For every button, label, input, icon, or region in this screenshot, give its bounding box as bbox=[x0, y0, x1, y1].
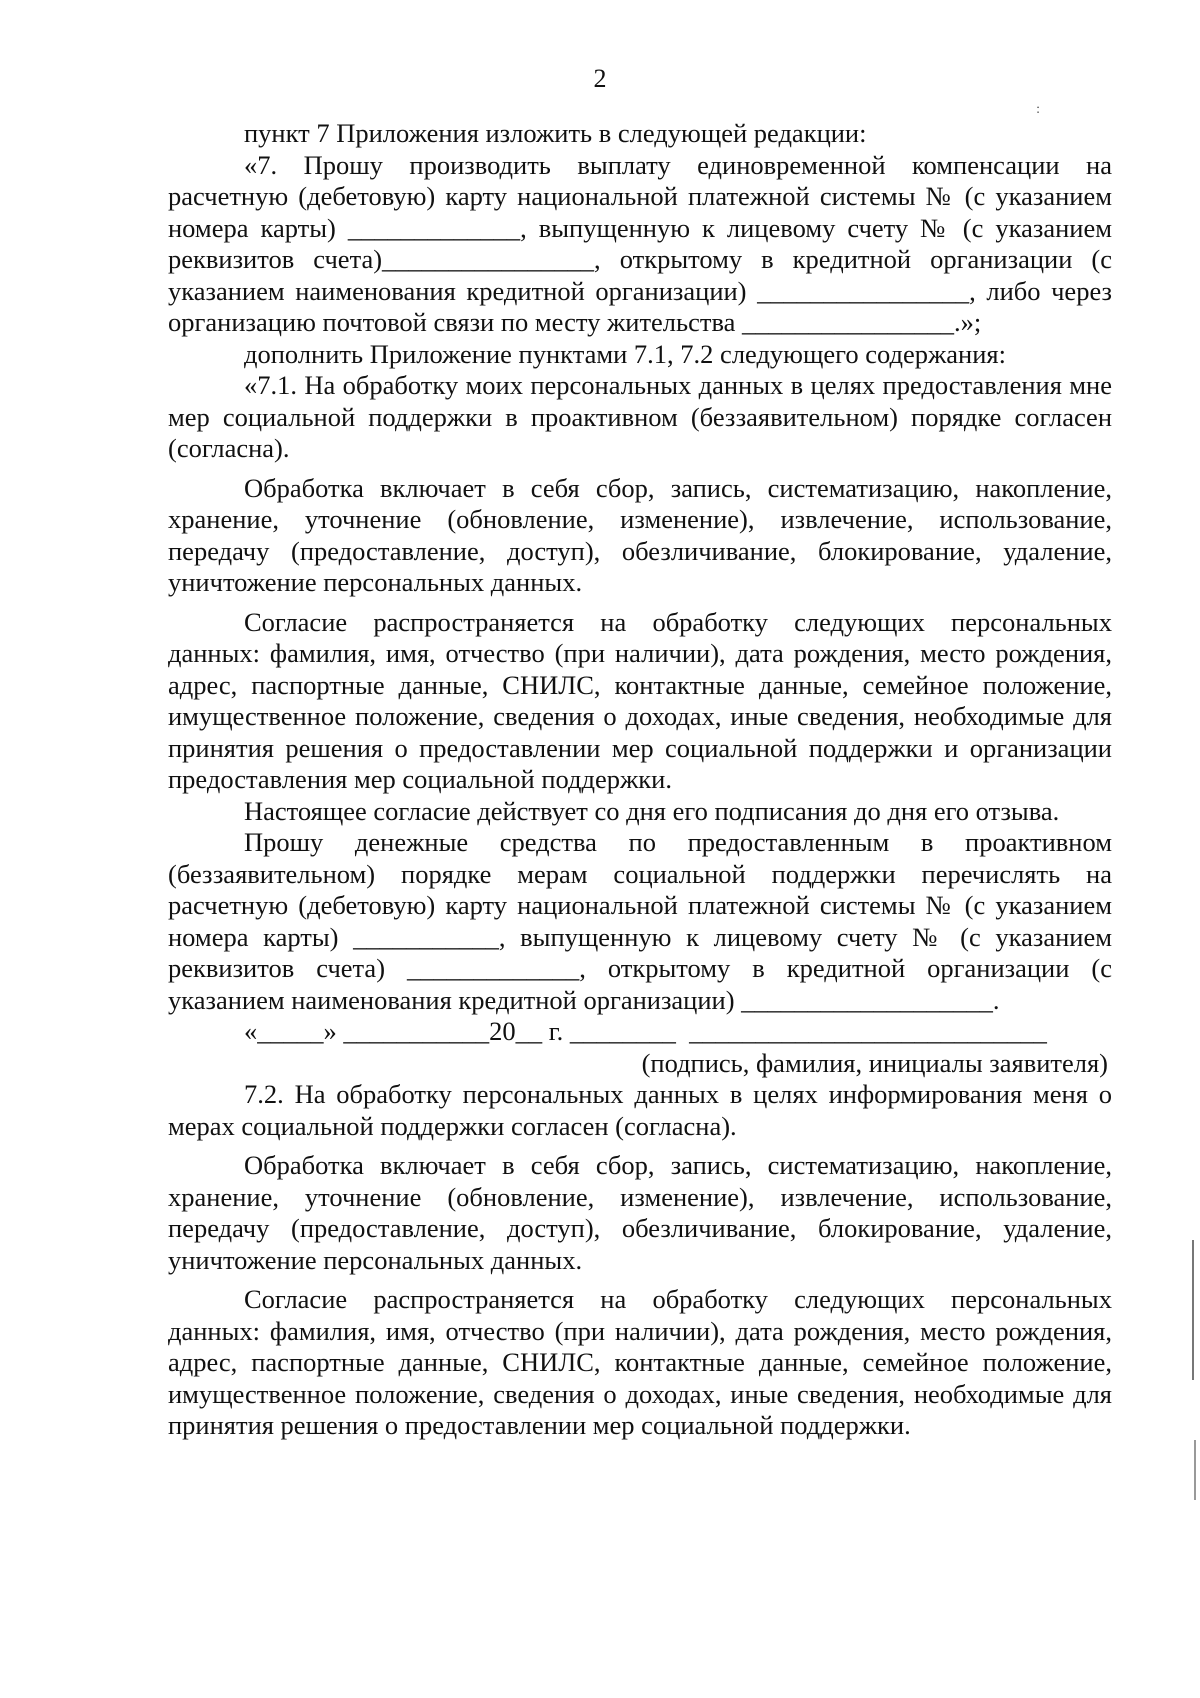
paragraphs-group-2 bbox=[168, 1079, 1112, 1442]
paragraphs-group-1 bbox=[168, 118, 1112, 1016]
document-paragraph: 7.2. На обработку персональных данных в целях информирования меня о мерах социальной поддержки согласен (согласна). bbox=[168, 1079, 1112, 1141]
document-paragraph: «7. Прошу производить выплату единовременной компенсации на расчетную (дебетовую) карту национальной платежной системы № (с указанием номера карты) _____________, выпущенную к лицевому счету № (с указанием реквизитов счета)________________, открытому в кредитной организации (с указанием наименования кредитной организации) ________________, либо через организацию почтовой связи по месту жительства ________________.»; bbox=[168, 149, 1112, 337]
document-paragraph: пункт 7 Приложения изложить в следующей редакции: bbox=[244, 118, 867, 148]
scan-edge-mark bbox=[1194, 1440, 1196, 1500]
scan-edge-mark bbox=[1192, 1240, 1194, 1380]
document-paragraph: Обработка включает в себя сбор, запись, систематизацию, накопление, хранение, уточнение (обновление, изменение), извлечение, использование, передачу (предоставление, доступ), обезличивание, блокирование, удаление, уничтожение персональных данных. bbox=[168, 472, 1112, 597]
page-number: 2 bbox=[593, 64, 607, 93]
document-paragraph: Обработка включает в себя сбор, запись, систематизацию, накопление, хранение, уточнение (обновление, изменение), извлечение, использование, передачу (предоставление, доступ), обезличивание, блокирование, удаление, уничтожение персональных данных. bbox=[168, 1150, 1112, 1275]
document-paragraph: «7.1. На обработку моих персональных данных в целях предоставления мне мер социальной поддержки в проактивном (беззаявительном) порядке согласен (согласна). bbox=[168, 370, 1112, 463]
signature-date-line: «_____» ___________20__ г. ________ ___________________________ bbox=[244, 1016, 1047, 1046]
document-paragraph: Настоящее согласие действует со дня его подписания до дня его отзыва. bbox=[244, 795, 1060, 826]
document-paragraph: Согласие распространяется на обработку следующих персональных данных: фамилия, имя, отчество (при наличии), дата рождения, место рождения, адрес, паспортные данные, СНИЛС, контактные данные, семейное положение, имущественное положение, сведения о доходах, иные сведения, необходимые для принятия решения о предоставлении мер социальной поддержки и организации предоставления мер социальной поддержки. bbox=[168, 606, 1112, 794]
document-paragraph: дополнить Приложение пунктами 7.1, 7.2 следующего содержания: bbox=[244, 338, 1006, 369]
document-paragraph: Прошу денежные средства по предоставленным в проактивном (беззаявительном) порядке мерам социальной поддержки перечислять на расчетную (дебетовую) карту национальной платежной системы № (с указанием номера карты) ___________, выпущенную к лицевому счету № (с указанием реквизитов счета) _____________, открытому в кредитной организации (с указанием наименования кредитной организации) ___________________. bbox=[168, 827, 1112, 1015]
scan-speck: : bbox=[1036, 102, 1040, 117]
document-paragraph: Согласие распространяется на обработку следующих персональных данных: фамилия, имя, отчество (при наличии), дата рождения, место рождения, адрес, паспортные данные, СНИЛС, контактные данные, семейное положение, имущественное положение, сведения о доходах, иные сведения, необходимые для принятия решения о предоставлении мер социальной поддержки. bbox=[168, 1284, 1112, 1440]
signature-caption: (подпись, фамилия, инициалы заявителя) bbox=[641, 1047, 1108, 1078]
amendment-text-block bbox=[168, 118, 1112, 1442]
